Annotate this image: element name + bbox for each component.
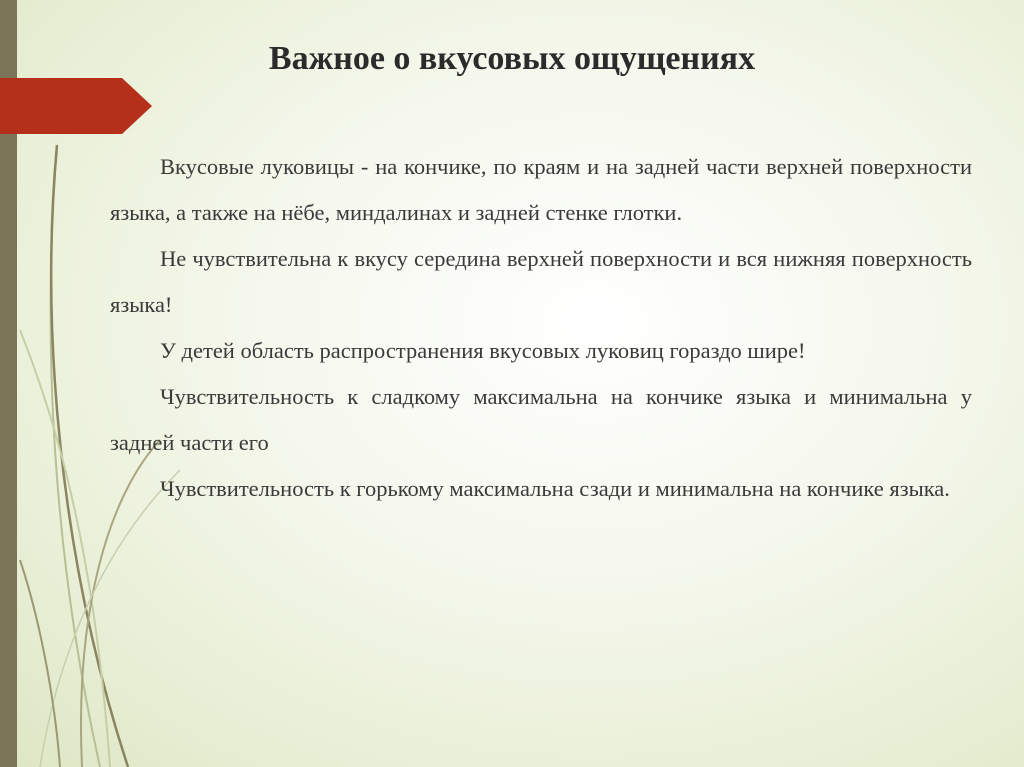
paragraph-sweet-sensitivity: Чувствительность к сладкому максимальна на кончике языка и минимальна у задней части его — [110, 384, 972, 455]
slide-title: Важное о вкусовых ощущениях — [268, 40, 756, 77]
paragraph-bitter-sensitivity: Чувствительность к горькому максимальна сзади и минимальна на кончике языка. — [160, 476, 950, 501]
paragraph-insensitive-areas: Не чувствительна к вкусу середина верхней поверхности и вся нижняя поверхность языка! — [110, 246, 972, 317]
accent-arrow-shape — [0, 78, 152, 134]
paragraph-children: У детей область распространения вкусовых луковиц гораздо шире! — [160, 338, 806, 363]
slide-body — [110, 144, 972, 512]
paragraph-taste-buds-location: Вкусовые луковицы - на кончике, по краям и на задней части верхней поверхности языка, а также на нёбе, миндалинах и задней стенке глотки. — [110, 154, 972, 225]
